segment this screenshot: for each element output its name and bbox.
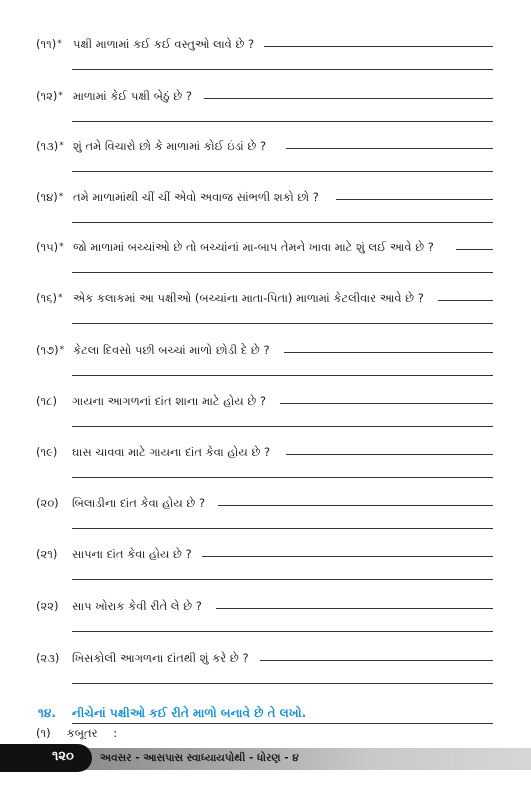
question-number: (૨૩) (36, 651, 60, 665)
question-number: (૧૮) (36, 394, 57, 408)
page-number-box (0, 744, 92, 772)
question-12 (0, 89, 531, 141)
answer-line[interactable] (280, 403, 493, 404)
question-13 (0, 139, 531, 191)
answer-line[interactable] (72, 528, 493, 529)
question-text: બિલાડીના દાંત કેવા હોય છે ? (72, 496, 206, 510)
question-number: (૧૫)* (36, 240, 64, 254)
section-heading (38, 706, 306, 721)
answer-line[interactable] (72, 323, 493, 324)
question-text: તમે માળામાંથી ચીં ચીં એવો અવાજ સાંભળી શકો છો ? (73, 190, 319, 204)
question-17 (0, 343, 531, 395)
question-14 (0, 190, 531, 242)
answer-line[interactable] (72, 121, 493, 122)
question-22 (0, 599, 531, 651)
sub-item-label: કબૂતર (66, 726, 98, 740)
sub-item-colon: : (113, 726, 118, 740)
question-number: (૧૪)* (36, 190, 64, 204)
question-number: (૧૧)* (36, 37, 62, 51)
question-text: પક્ષી માળામાં કઈ કઈ વસ્તુઓ લાવે છે ? (73, 37, 255, 51)
answer-line[interactable] (336, 199, 493, 200)
answer-line[interactable] (72, 171, 493, 172)
question-text: એક કલાકમાં આ પક્ષીઓ (બચ્ચાંના માતા-પિતા) માળામાં કેટલીવાર આવે છે ? (73, 291, 424, 305)
answer-line[interactable] (72, 272, 493, 273)
answer-line[interactable] (72, 375, 493, 376)
answer-line[interactable] (456, 249, 493, 250)
question-number: (૨૨) (36, 599, 59, 613)
question-15 (0, 240, 531, 292)
answer-line[interactable] (260, 660, 493, 661)
answer-line[interactable] (72, 69, 493, 70)
question-text: સાપ ખોરાક કેવી રીતે લે છે ? (72, 599, 202, 613)
question-number: (૧૭)* (36, 343, 65, 357)
question-23 (0, 651, 531, 703)
question-number: (૧૩)* (36, 139, 64, 153)
question-text: માળામાં કેઈ પક્ષી બેઠું છે ? (73, 89, 192, 103)
section-title-text: નીચેનાં પક્ષીઓ કઈ રીતે માળો બનાવે છે તે લખો. (71, 706, 307, 720)
question-text: ઘાસ ચાવવા માટે ગાયના દાંત કેવા હોય છે ? (72, 445, 271, 459)
question-20 (0, 496, 531, 548)
answer-line[interactable] (72, 477, 493, 478)
question-text: જો માળામાં બચ્ચાંઓ છે તો બચ્ચાંનાં મા-બાપ તેમને ખાવા માટે શું લઈ આવે છે ? (73, 240, 434, 254)
question-text: સાપના દાંત કેવા હોય છે ? (72, 547, 192, 561)
answer-line[interactable] (438, 300, 493, 301)
answer-line[interactable] (264, 46, 493, 47)
answer-line[interactable] (218, 505, 493, 506)
question-11 (0, 37, 531, 89)
answer-line[interactable] (284, 352, 493, 353)
section-number: ૧૪. (38, 706, 56, 720)
page-footer (0, 744, 531, 772)
question-19 (0, 445, 531, 497)
answer-line[interactable] (216, 608, 493, 609)
answer-line[interactable] (202, 556, 493, 557)
question-text: કેટલા દિવસો પછી બચ્ચાં માળો છોડી દે છે ? (73, 343, 270, 357)
question-number: (૧૬)* (36, 291, 63, 305)
sub-item-1 (36, 726, 117, 741)
answer-line[interactable] (72, 426, 493, 427)
question-text: શું તમે વિચારો છો કે માળામાં કોઈ ઇંડાં છે ? (73, 139, 267, 153)
question-number: (૨૦) (36, 496, 59, 510)
question-text: ગાયના આગળનાં દાંત શાના માટે હોય છે ? (72, 394, 267, 408)
question-text: ખિસકોલી આગળના દાંતથી શું કરે છે ? (72, 651, 249, 665)
page-number: ૧૨૦ (52, 749, 74, 764)
answer-line[interactable] (72, 579, 493, 580)
footer-book-title: અવસર - આસપાસ સ્વાધ્યાયપોથી - ધોરણ - ૪ (100, 752, 299, 764)
answer-line[interactable] (72, 631, 493, 632)
answer-line[interactable] (286, 454, 493, 455)
sub-item-number: (૧) (36, 726, 51, 740)
answer-line[interactable] (286, 148, 493, 149)
question-number: (૧૨)* (36, 89, 63, 103)
answer-line[interactable] (204, 98, 493, 99)
question-number: (૨૧) (36, 547, 58, 561)
answer-line[interactable] (72, 683, 493, 684)
answer-line[interactable] (72, 222, 493, 223)
question-number: (૧૯) (36, 445, 58, 459)
question-21 (0, 547, 531, 599)
question-18 (0, 394, 531, 446)
question-16 (0, 291, 531, 343)
answer-line[interactable] (72, 723, 493, 724)
